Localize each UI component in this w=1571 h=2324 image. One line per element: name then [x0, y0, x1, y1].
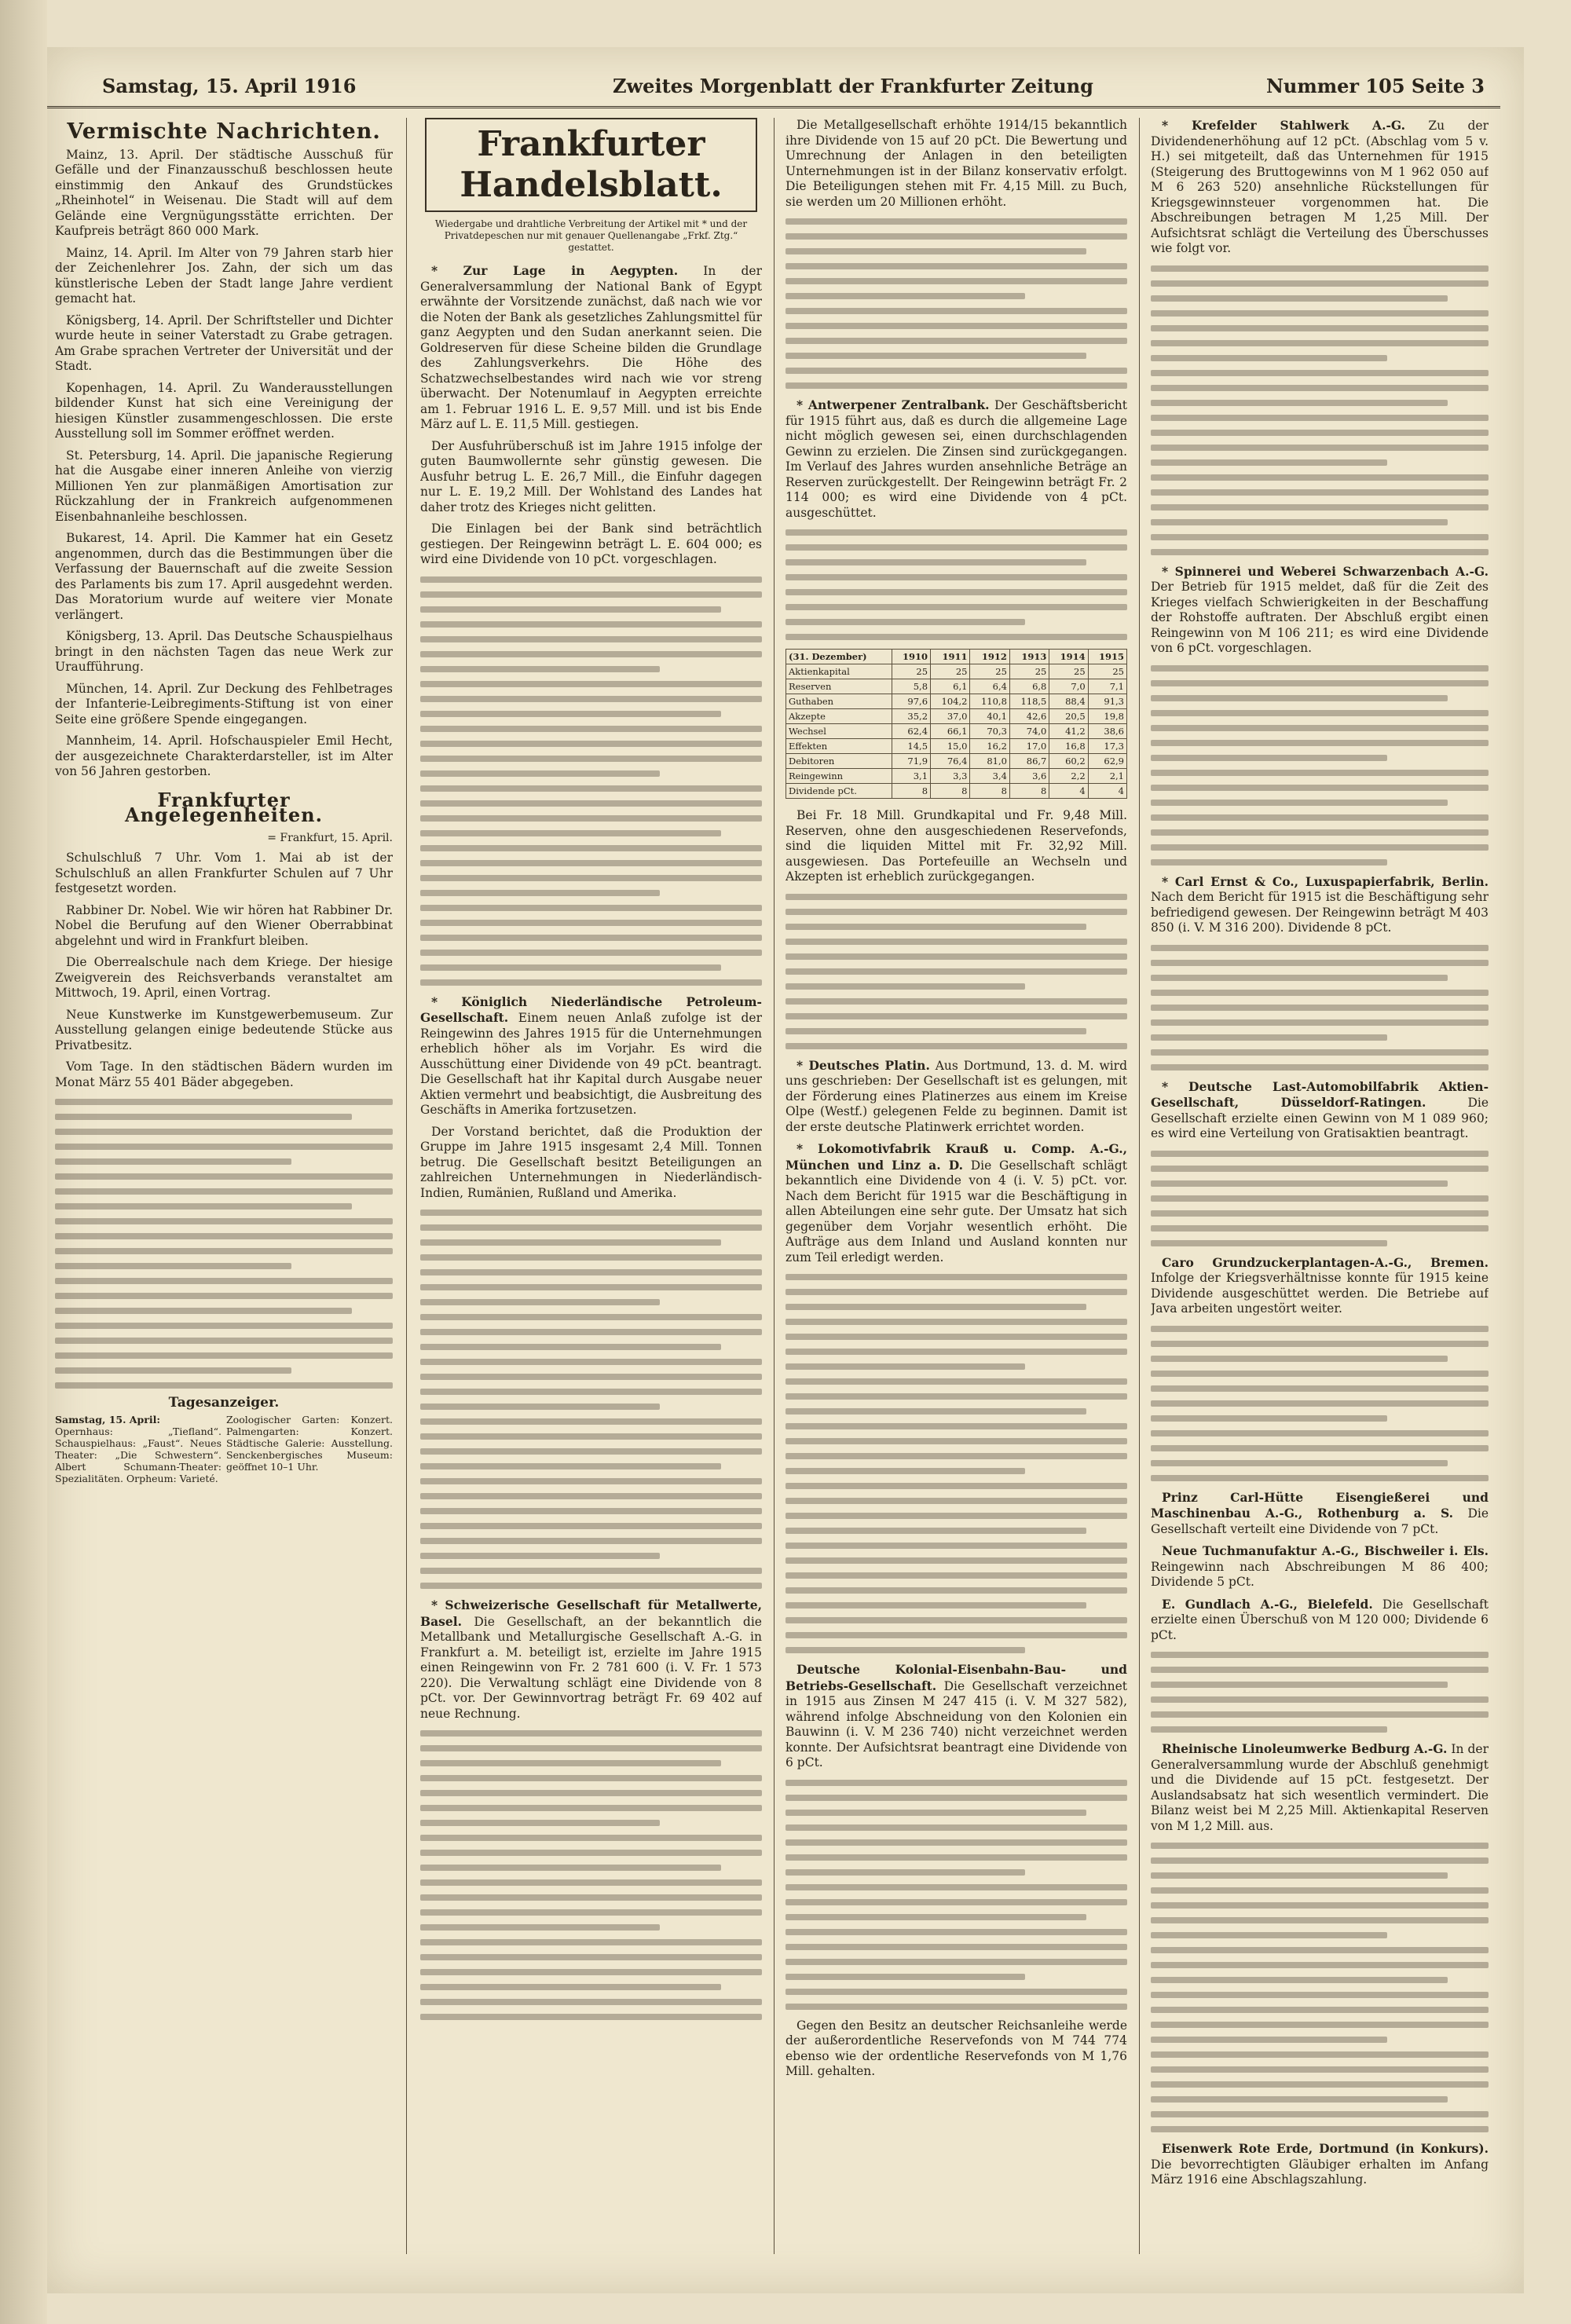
article-text: In der Generalversammlung wurde der Abschluß genehmigt und die Dividende auf 15 pCt. festgesetzt. Der Auslandsabsatz hat sich wesentlich vermindert. Die Bilanz weist bei M 2,25 Mill. Aktienkapital Reserven von M 1,2 Mill. aus.: [1151, 1742, 1489, 1833]
table-cell: 110,8: [970, 694, 1009, 709]
article-text: In der Generalversammlung der National Bank of Egypt erwähnte der Vorsitzende zunächst, daß nach wie vor die Noten der Bank als gesetzliches Zahlungsmittel für ganz Aegypten und den Sudan anerkannt seien. Die Goldreserven für diese Scheine bilden die Grundlage des Zahlungsverkehrs. Die Höhe des Schatzwechselbestandes wird nach wie vor streng überwacht. Der Notenumlauf in Aegypten erreichte am 1. Februar 1916 L. E. 9,57 Mill. und ist bis Ende März auf L. E. 11,5 Mill. gestiegen.: [420, 264, 762, 431]
article-headline: * Krefelder Stahlwerk A.-G.: [1162, 118, 1405, 133]
illegible-text-block: [1151, 1652, 1489, 1733]
article-headline: E. Gundlach A.-G., Bielefeld.: [1162, 1596, 1373, 1612]
table-cell: 2,2: [1049, 769, 1088, 784]
table-cell: 20,5: [1049, 709, 1088, 724]
article-paragraph: Die Metallgesellschaft erhöhte 1914/15 bekanntlich ihre Dividende von 15 auf 20 pCt. Die Bewertung und Umrechnung der Anlagen in den beteiligten Unternehmungen ist in der Bilanz konservativ erfolgt. Die Beteiligungen stehen mit Fr. 4,15 Mill. zu Buch, sie werden um 20 Millionen erhöht.: [786, 118, 1127, 209]
table-cell: 40,1: [970, 709, 1009, 724]
table-cell: 14,5: [892, 739, 930, 754]
table-cell: 4: [1088, 784, 1126, 799]
table-cell: 35,2: [892, 709, 930, 724]
table-header-cell: 1911: [931, 650, 970, 664]
table-header-cell: 1914: [1049, 650, 1088, 664]
article-paragraph: Mainz, 13. April. Der städtische Ausschuß für Gefälle und der Finanzausschuß beschlossen heute einstimmig den Ankauf des Grundstückes „Rheinhotel“ in Weisenau. Die Stadt will auf dem Gelände eine Vergnügungsstätte errichten. Der Kaufpreis beträgt 860 000 Mark.: [55, 147, 393, 238]
page-binding-edge: [0, 0, 47, 2324]
masthead-paper-name: Zweites Morgenblatt der Frankfurter Zeitung: [613, 75, 1093, 97]
article-paragraph: Die Einlagen bei der Bank sind beträchtlich gestiegen. Der Reingewinn beträgt L. E. 604 000; es wird eine Dividende von 10 pCt. vorgeschlagen.: [420, 522, 762, 566]
article-text: Die Gesellschaft erzielte einen Überschuß von M 120 000; Dividende 6 pCt.: [1151, 1597, 1489, 1642]
article-headline: Prinz Carl-Hütte Eisengießerei und Maschinenbau A.-G., Rothenburg a. S.: [1151, 1489, 1489, 1521]
dateline: = Frankfurt, 15. April.: [267, 831, 393, 844]
table-cell: 16,2: [970, 739, 1009, 754]
table-cell: 17,3: [1088, 739, 1126, 754]
article-headline: * Spinnerei und Weberei Schwarzenbach A.-G.: [1162, 563, 1489, 579]
illegible-text-block: [1151, 945, 1489, 1071]
article-text: Infolge der Kriegsverhältnisse konnte für 1915 keine Dividende ausgeschüttet werden. Die Betriebe auf Java arbeiten ungestört weiter.: [1151, 1271, 1489, 1316]
table-cell: Dividende pCt.: [786, 784, 892, 799]
section-title-handelsblatt: Frankfurter Handelsblatt.: [425, 118, 757, 212]
article-text: Der Betrieb für 1915 meldet, daß für die Zeit des Krieges vielfach Schwierigkeiten in der Beschaffung der Rohstoffe auftraten. Der Abschluß ergibt einen Reingewinn von M 106 211; es wird eine Dividende von 6 pCt. vorgeschlagen.: [1151, 580, 1489, 655]
illegible-text-block: [1151, 265, 1489, 555]
article-headline: * Deutsche Last-Automobilfabrik Aktien-Gesellschaft, Düsseldorf-Ratingen.: [1151, 1078, 1489, 1110]
table-cell: Reingewinn: [786, 769, 892, 784]
article-text: Einem neuen Anlaß zufolge ist der Reingewinn des Jahres 1915 für die Unternehmungen erheblich höher als im Vorjahr. Es wird die Ausschüttung einer Dividende von 49 pCt. beantragt. Die Gesellschaft hat ihr Kapital durch Ausgabe neuer Aktien vermehrt und beabsichtigt, die Ausbreitung des Geschäfts in Amerika fortzusetzen.: [420, 1011, 762, 1117]
table-cell: 81,0: [970, 754, 1009, 769]
table-cell: Effekten: [786, 739, 892, 754]
masthead-issue: Nummer 105 Seite 3: [1265, 75, 1485, 97]
article-headline: * Schweizerische Gesellschaft für Metallwerte, Basel.: [420, 1598, 762, 1629]
table-cell: 3,6: [1009, 769, 1049, 784]
table-cell: 5,8: [892, 679, 930, 694]
illegible-text-block: [420, 1730, 762, 2020]
table-cell: 118,5: [1009, 694, 1049, 709]
article-paragraph: Der Vorstand berichtet, daß die Produktion der Gruppe im Jahre 1915 insgesamt 2,4 Mill. Tonnen betrug. Die Gesellschaft besitzt Beteiligungen an zahlreichen Unternehmungen in Niederländisch-Indien, Rumänien, Rußland und Amerika.: [420, 1124, 762, 1200]
table-cell: 37,0: [931, 709, 970, 724]
article-paragraph: Bukarest, 14. April. Die Kammer hat ein Gesetz angenommen, durch das die Bestimmungen über die Verfassung der Bauernschaft auf die zweite Session des Parlaments bis zum 17. April ausgedehnt werden. Das Moratorium wurde auf weitere vier Monate verlängert.: [55, 531, 393, 622]
column-3: [786, 118, 1127, 2270]
article-paragraph: Schulschluß 7 Uhr. Vom 1. Mai ab ist der Schulschluß an allen Frankfurter Schulen auf 7 Uhr festgesetzt worden.: [55, 851, 393, 895]
table-cell: 86,7: [1009, 754, 1049, 769]
article-text: Die Gesellschaft, an der bekanntlich die Metallbank und Metallurgische Gesellschaft A.-G. in Frankfurt a. M. beteiligt ist, erzielte im Jahre 1915 einen Reingewinn von Fr. 2 781 600 (i. V. Fr. 1 573 220). Die Verwaltung schlägt eine Dividende von 8 pCt. vor. Der Gewinnvortrag beträgt Fr. 69 402 auf neue Rechnung.: [420, 1614, 762, 1721]
column-divider: [774, 118, 775, 2254]
table-cell: 41,2: [1049, 724, 1088, 739]
illegible-text-block: [1151, 1326, 1489, 1481]
column-4: [1151, 118, 1489, 2270]
section-title-vermischte: Vermischte Nachrichten.: [67, 119, 381, 144]
balance-table: [786, 649, 1127, 799]
illegible-text-block: [1151, 1843, 1489, 2132]
table-cell: 76,4: [931, 754, 970, 769]
article-headline: Eisenwerk Rote Erde, Dortmund (in Konkurs).: [1162, 2141, 1489, 2156]
column-1: [55, 118, 393, 2270]
article-paragraph: Bei Fr. 18 Mill. Grundkapital und Fr. 9,48 Mill. Reserven, ohne den ausgeschiedenen Reservefonds, sind die liquiden Mittel mit Fr. 32,92 Mill. ausgewiesen. Das Portefeuille an Wechseln und Akzepten ist erheblich zurückgegangen.: [786, 808, 1127, 884]
illegible-text-block: [1151, 1151, 1489, 1246]
article-text: Aus Dortmund, 13. d. M. wird uns geschrieben: Der Gesellschaft ist es gelungen, mit der Förderung eines Platinerzes aus einem im Kreise Olpe (Westf.) gelegenen Felde zu beginnen. Damit ist der erste deutsche Platinwerk errichtet worden.: [786, 1058, 1127, 1134]
table-row: [786, 679, 1127, 694]
table-header-cell: 1910: [892, 650, 930, 664]
table-cell: 8: [970, 784, 1009, 799]
tagesanzeiger-listing: Opernhaus: „Tiefland“. Schauspielhaus: „Faust“. Neues Theater: „Die Schwestern“. Albert Schumann-Theater: Spezialitäten. Orpheum: Varieté.: [55, 1426, 222, 1484]
table-header-cell: 1913: [1009, 650, 1049, 664]
table-cell: 3,3: [931, 769, 970, 784]
article-headline: Neue Tuchmanufaktur A.-G., Bischweiler i. Els.: [1162, 1543, 1489, 1558]
table-cell: 4: [1049, 784, 1088, 799]
table-row: [786, 784, 1127, 799]
article-text: Die bevorrechtigten Gläubiger erhalten im Anfang März 1916 eine Abschlagszahlung.: [1151, 2157, 1489, 2187]
article-paragraph: Mannheim, 14. April. Hofschauspieler Emil Hecht, der ausgezeichnete Charakterdarsteller, ist im Alter von 56 Jahren gestorben.: [55, 734, 393, 778]
table-row: [786, 664, 1127, 679]
illegible-text-block: [786, 1274, 1127, 1653]
table-cell: 25: [892, 664, 930, 679]
article-paragraph: Vom Tage. In den städtischen Bädern wurden im Monat März 55 401 Bäder abgegeben.: [55, 1060, 393, 1089]
illegible-text-block: [786, 894, 1127, 1049]
table-cell: 97,6: [892, 694, 930, 709]
table-cell: 25: [1088, 664, 1126, 679]
article-headline: * Lokomotivfabrik Krauß u. Comp. A.-G., München und Linz a. D.: [786, 1141, 1127, 1173]
table-cell: 25: [1049, 664, 1088, 679]
table-cell: 71,9: [892, 754, 930, 769]
column-divider: [1139, 118, 1140, 2254]
table-row: [786, 769, 1127, 784]
table-cell: 88,4: [1049, 694, 1088, 709]
article-text: Nach dem Bericht für 1915 ist die Beschäftigung sehr befriedigend gewesen. Der Reingewinn beträgt M 403 850 (i. V. M 316 200). Dividende 8 pCt.: [1151, 890, 1489, 935]
article-paragraph: Der Ausfuhrüberschuß ist im Jahre 1915 infolge der guten Baumwollernte sehr günstig gewesen. Die Ausfuhr betrug L. E. 26,7 Mill., die Einfuhr dagegen nur L. E. 19,2 Mill. Der Wohlstand des Landes hat daher trotz des Krieges nicht gelitten.: [420, 438, 762, 514]
table-header-cell: (31. Dezember): [786, 650, 892, 664]
table-cell: 7,1: [1088, 679, 1126, 694]
article-headline: * Carl Ernst & Co., Luxuspapierfabrik, Berlin.: [1162, 873, 1489, 889]
column-2: [420, 118, 762, 2270]
column-divider: [406, 118, 407, 2254]
table-header-cell: 1912: [970, 650, 1009, 664]
table-cell: 74,0: [1009, 724, 1049, 739]
illegible-text-block: [786, 218, 1127, 389]
illegible-text-block: [786, 1780, 1127, 2010]
table-cell: 3,1: [892, 769, 930, 784]
article-text: Reingewinn nach Abschreibungen M 86 400; Dividende 5 pCt.: [1151, 1559, 1489, 1589]
article-headline: Caro Grundzuckerplantagen-A.-G., Bremen.: [1162, 1254, 1489, 1270]
masthead: [47, 75, 1500, 108]
table-cell: 70,3: [970, 724, 1009, 739]
table-cell: Akzepte: [786, 709, 892, 724]
table-cell: 6,4: [970, 679, 1009, 694]
table-cell: Aktienkapital: [786, 664, 892, 679]
article-paragraph: Mainz, 14. April. Im Alter von 79 Jahren starb hier der Zeichenlehrer Jos. Zahn, der sich um das künstlerische Leben der Stadt lange Jahre verdient gemacht hat.: [55, 245, 393, 306]
table-cell: Debitoren: [786, 754, 892, 769]
article-paragraph: Königsberg, 14. April. Der Schriftsteller und Dichter wurde heute in seiner Vaterstadt zu Grabe getragen. Am Grabe sprachen Vertreter der Universität und der Stadt.: [55, 313, 393, 373]
table-row: [786, 694, 1127, 709]
article-paragraph: Gegen den Besitz an deutscher Reichsanleihe werde der außerordentliche Reservefonds von M 744 774 ebenso wie der ordentliche Reservefonds von M 1,76 Mill. gehalten.: [786, 2018, 1127, 2078]
tagesanzeiger-listing: Zoologischer Garten: Konzert. Palmengarten: Konzert. Städtische Galerie: Ausstellung. Senckenbergisches Museum: geöffnet 10–1 Uhr.: [226, 1414, 393, 1473]
illegible-text-block: [420, 576, 762, 986]
table-cell: 17,0: [1009, 739, 1049, 754]
reprint-notice: Wiedergabe und drahtliche Verbreitung der Artikel mit * und der Privatdepeschen nur mit genauer Quellenangabe „Frkf. Ztg.“ gestattet.: [434, 218, 748, 253]
table-cell: 91,3: [1088, 694, 1126, 709]
article-paragraph: St. Petersburg, 14. April. Die japanische Regierung hat die Ausgabe einer inneren Anleihe von vierzig Millionen Yen zur planmäßigen Amortisation zur Rückzahlung der in Frankreich aufgenommenen Eisenbahnanleihe beschlossen.: [55, 448, 393, 524]
article-paragraph: Rabbiner Dr. Nobel. Wie wir hören hat Rabbiner Dr. Nobel die Berufung auf den Wiener Oberrabbinat abgelehnt und wird in Frankfurt bleiben.: [55, 902, 393, 948]
article-headline: Rheinische Linoleumwerke Bedburg A.-G.: [1162, 1741, 1448, 1756]
tagesanzeiger-date: Samstag, 15. April:: [55, 1414, 160, 1426]
article-text: Die Gesellschaft erzielte einen Gewinn von M 1 089 960; es wird eine Verteilung von Gratisaktien beantragt.: [1151, 1096, 1489, 1140]
table-cell: 6,1: [931, 679, 970, 694]
article-paragraph: Königsberg, 13. April. Das Deutsche Schauspielhaus bringt in den nächsten Tagen das neue Werk zur Uraufführung.: [55, 629, 393, 674]
table-cell: 25: [931, 664, 970, 679]
article-headline: Deutsche Kolonial-Eisenbahn-Bau- und Betriebs-Gesellschaft.: [786, 1662, 1127, 1693]
table-cell: 8: [1009, 784, 1049, 799]
table-cell: 7,0: [1049, 679, 1088, 694]
article-headline: * Antwerpener Zentralbank.: [796, 397, 990, 412]
table-cell: 19,8: [1088, 709, 1126, 724]
masthead-date: Samstag, 15. April 1916: [102, 75, 357, 97]
table-row: [786, 724, 1127, 739]
table-cell: 62,9: [1088, 754, 1126, 769]
table-row: [786, 754, 1127, 769]
tagesanzeiger-box: [55, 1397, 393, 1484]
illegible-text-block: [1151, 665, 1489, 866]
table-cell: 2,1: [1088, 769, 1126, 784]
article-text: Die Gesellschaft verteilt eine Dividende von 7 pCt.: [1151, 1506, 1489, 1536]
table-cell: Wechsel: [786, 724, 892, 739]
table-cell: 42,6: [1009, 709, 1049, 724]
table-cell: 25: [1009, 664, 1049, 679]
article-paragraph: Kopenhagen, 14. April. Zu Wanderausstellungen bildender Kunst hat sich eine Vereinigung der hiesigen Künstler zusammengeschlossen. Die erste Ausstellung soll im Sommer eröffnet werden.: [55, 380, 393, 441]
table-header-cell: 1915: [1088, 650, 1126, 664]
illegible-text-block: [420, 1210, 762, 1589]
table-header-row: [786, 650, 1127, 664]
table-cell: 62,4: [892, 724, 930, 739]
illegible-text-block: [786, 529, 1127, 640]
illegible-text-block: [55, 1099, 393, 1389]
table-cell: 6,8: [1009, 679, 1049, 694]
tagesanzeiger-title: Tagesanzeiger.: [168, 1395, 280, 1411]
table-cell: 16,8: [1049, 739, 1088, 754]
table-cell: 15,0: [931, 739, 970, 754]
table-cell: Guthaben: [786, 694, 892, 709]
article-paragraph: München, 14. April. Zur Deckung des Fehlbetrages der Infanterie-Leibregiments-Stiftung ist von einer Seite eine größere Spende eingegangen.: [55, 681, 393, 726]
article-paragraph: Neue Kunstwerke im Kunstgewerbemuseum. Zur Ausstellung gelangen einige bedeutende Stücke aus Privatbesitz.: [55, 1007, 393, 1052]
table-cell: 8: [931, 784, 970, 799]
article-text: Zu der Dividendenerhöhung auf 12 pCt. (Abschlag vom 5 v. H.) sei mitgeteilt, daß das Unternehmen für 1915 (Steigerung des Bruttogewinns von M 1 962 050 auf M 6 263 520) ansehnliche Rückstellungen für Kriegsgewinnsteuer vorgenommen hat. Die Abschreibungen betragen M 1,25 Mill. Der Aufsichtsrat schlägt die Verteilung des Überschusses wie folgt vor.: [1151, 119, 1489, 255]
article-headline: * Königlich Niederländische Petroleum-Gesellschaft.: [420, 994, 762, 1025]
table-cell: 38,6: [1088, 724, 1126, 739]
table-cell: 66,1: [931, 724, 970, 739]
table-cell: 3,4: [970, 769, 1009, 784]
article-headline: * Deutsches Platin.: [796, 1057, 930, 1073]
table-cell: 25: [970, 664, 1009, 679]
table-row: [786, 709, 1127, 724]
section-title-frankfurter-angelegenheiten: Frankfurter Angelegenheiten.: [124, 788, 323, 826]
article-paragraph: Die Oberrealschule nach dem Kriege. Der hiesige Zweigverein des Reichsverbands veranstaltet am Mittwoch, 19. April, einen Vortrag.: [55, 955, 393, 1000]
table-cell: 60,2: [1049, 754, 1088, 769]
article-text: Die Gesellschaft verzeichnet in 1915 aus Zinsen M 247 415 (i. V. M 327 582), während infolge Abschneidung von den Kolonien ein Bauwinn (i. V. M 236 740) nicht verzeichnet werden konnte. Der Aufsichtsrat beantragt eine Dividende von 6 pCt.: [786, 1678, 1127, 1770]
table-cell: 104,2: [931, 694, 970, 709]
article-text: Die Gesellschaft schlägt bekanntlich eine Dividende von 4 (i. V. 5) pCt. vor. Nach dem Bericht für 1915 war die Beschäftigung in allen Abteilungen eine sehr gute. Der Umsatz hat sich gegenüber dem Vorjahr wesentlich erhöht. Die Aufträge aus dem Inland und Ausland konnten nur zum Teil erledigt werden.: [786, 1158, 1127, 1264]
table-cell: 8: [892, 784, 930, 799]
table-cell: Reserven: [786, 679, 892, 694]
article-text: Der Geschäftsbericht für 1915 führt aus, daß es durch die allgemeine Lage nicht möglich gewesen sei, einen durchschlagenden Gewinn zu erzielen. Die Zinsen sind zurückgegangen. Im Verlauf des Jahres wurden ansehnliche Beträge an Reserven zurückgestellt. Der Reingewinn beträgt Fr. 2 114 000; es wird eine Dividende von 4 pCt. ausgeschüttet.: [786, 398, 1127, 520]
table-row: [786, 739, 1127, 754]
article-headline: * Zur Lage in Aegypten.: [431, 263, 679, 278]
